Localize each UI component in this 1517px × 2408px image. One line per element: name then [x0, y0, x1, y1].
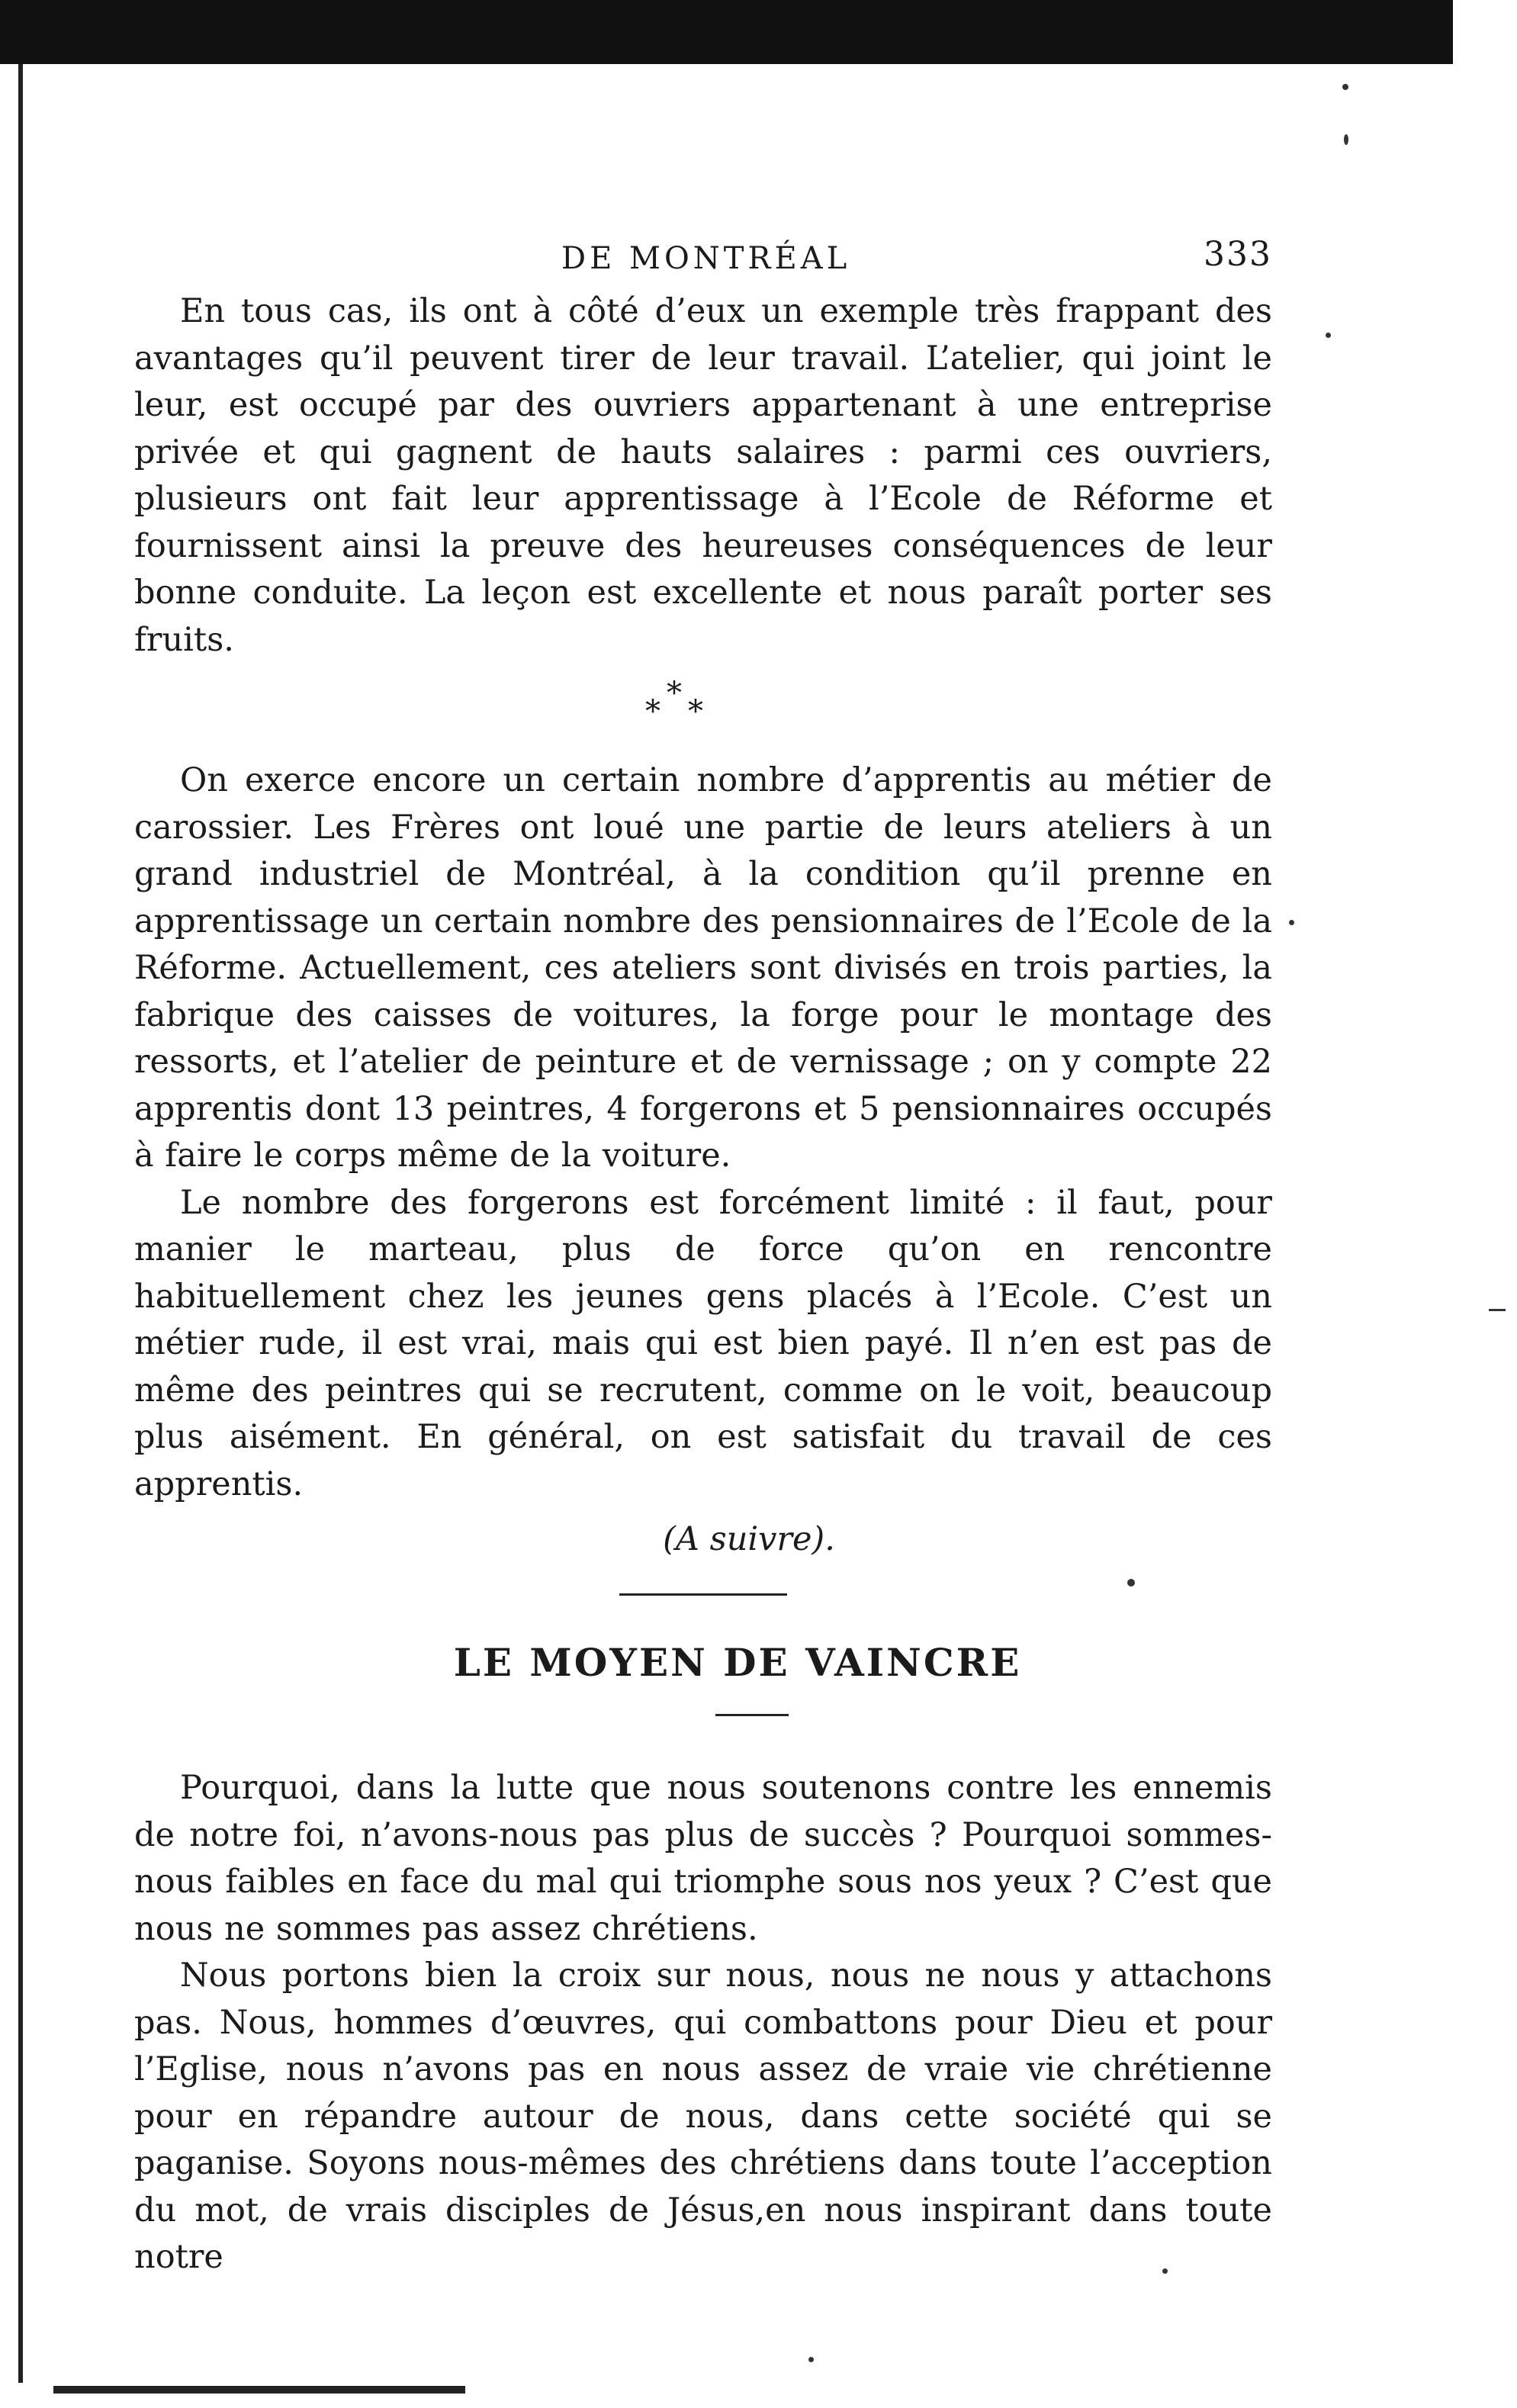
paragraph: Pourquoi, dans la lutte que nous soutenons contre les ennemis de notre foi, n’avons-nous pas plus de succès ? Pourquoi sommes-nous faibles en face du mal qui triomphe sous nos yeux ? C’est que nous ne sommes pas assez chrétiens. [134, 1769, 1272, 1948]
scan-bottom-mark [53, 2386, 465, 2394]
scan-top-border [0, 0, 1453, 64]
paragraph: Nous portons bien la croix sur nous, nous ne nous y attachons pas. Nous, hommes d’œuvres, qui combattons pour Dieu et pour l’Eglise, nous n’avons pas en nous assez de vraie vie chrétienne pour en répandre autour de nous, dans cette société qui se paganise. Soyons nous-mêmes des chrétiens dans toute l’acception du mot, de vrais disciples de Jésus,en nous inspirant dans toute notre [134, 1956, 1272, 2276]
paragraph: On exerce encore un certain nombre d’apprentis au métier de carossier. Les Frères ont loué une partie de leurs ateliers à un grand industriel de Montréal, à la condition qu’il prenne en apprentissage un certain nombre des pensionnaires de l’Ecole de la Réforme. Actuellement, ces ateliers sont divisés en trois parties, la fabrique des caisses de voitures, la forge pour le montage des ressorts, et l’atelier de peinture et de vernissage ; on y compte 22 apprentis dont 13 peintres, 4 forgerons et 5 pensionnaires occupés à faire le corps même de la voiture. [134, 761, 1272, 1175]
scan-speck [808, 2357, 814, 2362]
page-content [134, 235, 1272, 2281]
scan-speck [1489, 1309, 1506, 1311]
to-be-continued: (A suivre). [663, 1520, 835, 1558]
paragraph: En tous cas, ils ont à côté d’eux un exemple très frappant des avantages qu’il peuvent tirer de leur travail. L’atelier, qui joint le leur, est occupé par des ouvriers appartenant à une entreprise privée et qui gagnent de hauts salaires : parmi ces ouvriers, plusieurs ont fait leur apprentissage à l’Ecole de Réforme et fournissent ainsi la preuve des heureuses conséquences de leur bonne conduite. La leçon est excellente et nous paraît porter ses fruits. [134, 292, 1272, 659]
scan-speck [1289, 920, 1294, 925]
short-divider [715, 1714, 789, 1716]
paragraph: Le nombre des forgerons est forcément limité : il faut, pour manier le marteau, plus de force qu’on en rencontre habituellement chez les jeunes gens placés à l’Ecole. C’est un métier rude, il est vrai, mais qui est bien payé. Il n’en est pas de même des peintres qui se recrutent, comme on le voit, beaucoup plus aisément. En général, on est satisfait du travail de ces apprentis. [134, 1183, 1272, 1503]
page-number: 333 [1204, 235, 1272, 274]
asterism-star: * [667, 676, 682, 711]
scan-speck [1326, 333, 1331, 338]
section-title: LE MOYEN DE VAINCRE [453, 1640, 1022, 1685]
section-body [134, 1765, 1272, 2281]
running-title: DE MONTRÉAL [561, 241, 851, 276]
scan-speck [1344, 134, 1348, 145]
asterism-star: * [645, 694, 660, 729]
scan-speck [1342, 84, 1348, 90]
divider-rule [619, 1593, 787, 1596]
running-head [134, 235, 1272, 288]
scan-left-border [18, 64, 23, 2383]
asterism-star: * [688, 694, 703, 729]
asterism [134, 664, 1272, 757]
